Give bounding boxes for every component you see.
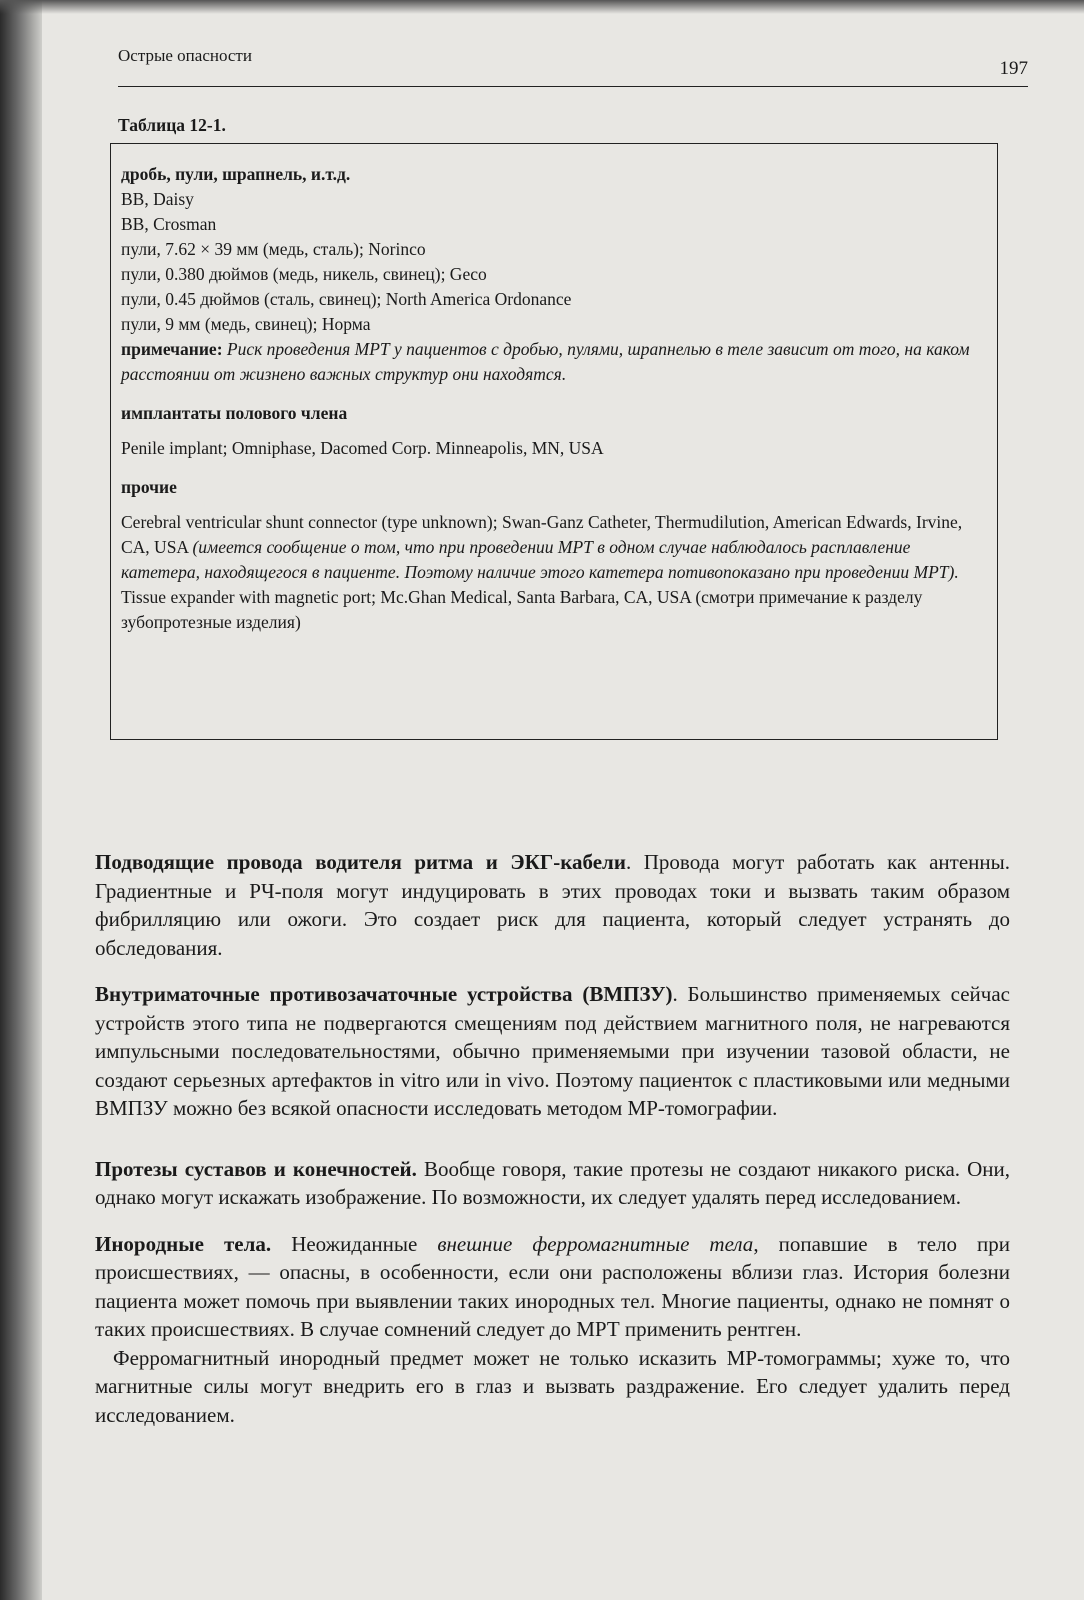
table-item: пули, 0.45 дюймов (сталь, свинец); North America Ordonance [121,289,572,309]
category-shot: дробь, пули, шрапнель, и.т.д. [121,164,351,184]
paragraph-text: Вообще говоря, такие протезы не создают никакого риска. Они, однако могут искажать изображение. По возможности, их следует удалять перед исследованием. [95,1156,1011,1209]
note-text: Риск проведения МРТ у пациентов с дробью, пулями, шрапнелью в теле зависит от того, на каком расстоянии от жизнено важных структур они находятся. [121,339,970,384]
shot-list [121,187,985,337]
table-item: пули, 0.380 дюймов (медь, никель, свинец); Geco [121,264,487,284]
category-other: прочие [121,477,177,497]
table-item: Penile implant; Omniphase, Dacomed Corp. Minneapolis, MN, USA [121,438,604,458]
section-title: Острые опасности [118,46,252,65]
category-penile-implants: имплантаты полового члена [121,403,348,423]
paragraph-text: . Провода могут работать как антенны. Градиентные и РЧ-поля могут индуцировать в этих проводах токи и вызвать таким образом фибрилляцию или ожоги. Это создает риск для пациента, который следует устранять до обследования. [95,850,1010,960]
paragraph-italic: внешние ферромагнитные тела [437,1231,754,1256]
table-item [121,510,985,585]
table-item: пули, 7.62 × 39 мм (медь, сталь); Norinco [121,239,426,259]
paragraph-text: . Большинство применяемых сейчас устройств этого типа не подвергаются смещениям под действием магнитного поля, не нагреваются импульсными последовательностями, обычно применяемыми при изучении тазовой области, не создают серьезных артефактов in vitro или in vivo. Поэтому пациенток с пластиковыми или медными ВМПЗУ можно без всякой опасности исследовать методом МР-томографии. [95,982,1010,1120]
running-head [118,44,1028,87]
paragraph-ferromagnetic [95,1344,1010,1430]
other-item-note: (имеется сообщение о том, что при проведении МРТ в одном случае наблюдалось расплавление катетера, находящегося в пациенте. Поэтому наличие этого катетера потивопоказано при проведении МРТ). [121,537,959,582]
paragraph-text: Неожиданные [271,1231,438,1256]
table-item: BB, Crosman [121,214,217,234]
paragraph-foreign-bodies [95,1230,1010,1344]
other-item-text: Cerebral ventricular shunt connector (type unknown); Swan-Ganz Catheter, Thermudilution, American Edwards, Irvine, CA, USA [121,512,963,557]
table-item: пули, 9 мм (медь, свинец); Норма [121,314,371,334]
paragraph-iud [95,980,1010,1123]
paragraph-heading: Внутриматочные противозачаточные устройства (ВМПЗУ) [95,982,673,1006]
body-text [95,848,1010,1429]
shot-note [121,337,985,387]
paragraph-text: Ферромагнитный инородный предмет может не только исказить МР-томограммы; хуже то, что магнитные силы могут внедрить его в глаз и вызвать раздражение. Его следует удалить перед исследованием. [95,1345,1010,1427]
table-item: Tissue expander with magnetic port; Mc.Ghan Medical, Santa Barbara, CA, USA (смотри примечание к разделу зубопротезные изделия) [121,587,923,632]
paragraph-heading: Протезы суставов и конечностей. [95,1156,417,1181]
table-caption: Таблица 12-1. [118,115,226,135]
paragraph-pacemaker [95,848,1010,962]
paragraph-text: , попавшие в тело при происшествиях, — опасны, в особенности, если они расположены вблизи глаз. История болезни пациента может помочь при выявлении таких инородных тел. Многие пациенты, однако не помнят о таких происшествиях. В случае сомнений следует до МРТ применить рентген. [95,1231,1010,1341]
table-12-1 [110,143,998,740]
paragraph-prostheses [95,1155,1010,1212]
table-item: BB, Daisy [121,189,194,209]
note-label: примечание: [121,339,223,359]
page-number: 197 [999,58,1028,79]
paragraph-heading: Инородные тела. [95,1231,272,1256]
paragraph-heading: Подводящие провода водителя ритма и ЭКГ-кабели [95,850,626,874]
